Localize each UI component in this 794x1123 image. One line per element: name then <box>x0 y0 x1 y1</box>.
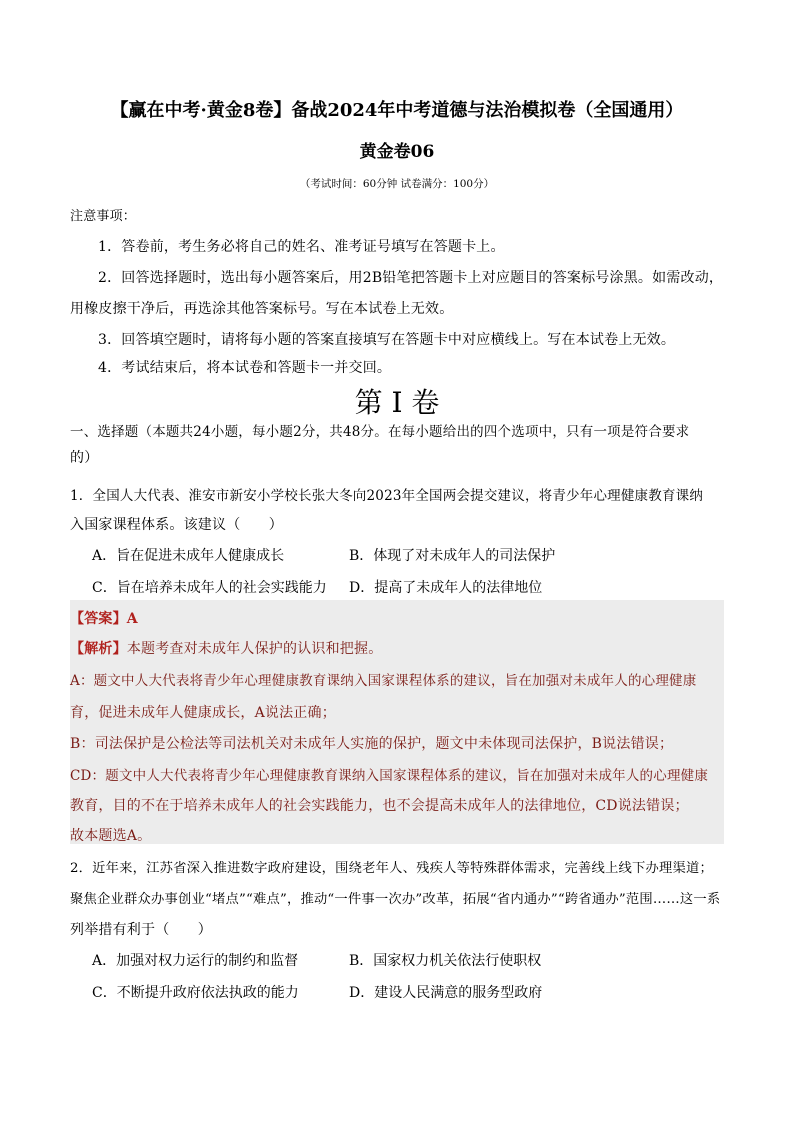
question-2-stem: 2．近年来，江苏省深入推进数字政府建设，围绕老年人、残疾人等特殊群体需求，完善线上线下办理渠道； <box>70 861 714 876</box>
notice-item: 2．回答选择题时，选出每小题答案后，用2B铅笔把答题卡上对应题目的答案标号涂黑。如需改动， <box>98 270 724 286</box>
volume-title: 第 I 卷 <box>354 386 440 419</box>
document-title: 【赢在中考·黄金8卷】备战2024年中考道德与法治模拟卷（全国通用） <box>110 100 684 121</box>
question-2-option-c: C．不断提升政府依法执政的能力 <box>92 985 299 1001</box>
exam-info: （考试时间：60分钟 试卷满分：100分） <box>299 178 495 190</box>
question-2-option-a: A．加强对权力运行的制约和监督 <box>92 953 299 969</box>
notice-item: 3．回答填空题时，请将每小题的答案直接填写在答题卡中对应横线上。写在本试卷上无效。 <box>98 332 676 348</box>
explanation-line: CD：题文中人大代表将青少年心理健康教育课纳入国家课程体系的建议，旨在加强对未成年人的心理健康 <box>70 768 709 784</box>
explanation-line: 故本题选A。 <box>70 828 152 844</box>
question-2-option-b: B．国家权力机关依法行使职权 <box>349 953 542 969</box>
explanation-line: B：司法保护是公检法等司法机关对未成年人实施的保护，题文中未体现司法保护，B说法错误； <box>70 736 674 752</box>
question-1-option-c: C．旨在培养未成年人的社会实践能力 <box>92 580 327 596</box>
answer-label: 【答案】A <box>70 611 138 627</box>
question-1-option-b: B．体现了对未成年人的司法保护 <box>349 548 556 564</box>
notice-item: 用橡皮擦干净后，再选涂其他答案标号。写在本试卷上无效。 <box>70 301 454 317</box>
notice-item: 1．答卷前，考生务必将自己的姓名、准考证号填写在答题卡上。 <box>98 239 505 255</box>
notice-item: 4．考试结束后，将本试卷和答题卡一并交回。 <box>98 360 392 376</box>
question-1-option-a: A．旨在促进未成年人健康成长 <box>92 548 285 564</box>
explanation-line: 教育，目的不在于培养未成年人的社会实践能力，也不会提高未成年人的法律地位，CD说法错误； <box>70 798 689 814</box>
analysis-label: 【解析】 <box>70 641 127 657</box>
document-subtitle: 黄金卷06 <box>359 142 435 162</box>
explanation-line: 育，促进未成年人健康成长，A说法正确； <box>70 705 336 721</box>
section-instructions: 一、选择题（本题共24小题，每小题2分，共48分。在每小题给出的四个选项中，只有一项是符合要求 <box>70 424 690 440</box>
analysis-line <box>70 638 382 658</box>
question-2-stem: 聚焦企业群众办事创业“堵点”“难点”，推动“一件事一次办”改革，拓展“省内通办”“跨省通办”范围……这一系 <box>70 892 721 907</box>
section-instructions: 的） <box>70 450 99 466</box>
question-1-stem: 入国家课程体系。该建议（ ） <box>70 517 283 533</box>
question-2-option-d: D．建设人民满意的服务型政府 <box>349 985 543 1001</box>
question-1-stem: 1．全国人大代表、淮安市新安小学校长张大冬向2023年全国两会提交建议，将青少年心理健康教育课纳 <box>70 488 704 504</box>
notice-heading: 注意事项： <box>70 209 137 224</box>
explanation-line: A：题文中人大代表将青少年心理健康教育课纳入国家课程体系的建议，旨在加强对未成年人的心理健康 <box>70 673 697 689</box>
question-2-stem: 列举措有利于（ ） <box>70 922 212 938</box>
analysis-text: 本题考查对未成年人保护的认识和把握。 <box>126 641 383 657</box>
question-1-option-d: D．提高了未成年人的法律地位 <box>349 580 543 596</box>
